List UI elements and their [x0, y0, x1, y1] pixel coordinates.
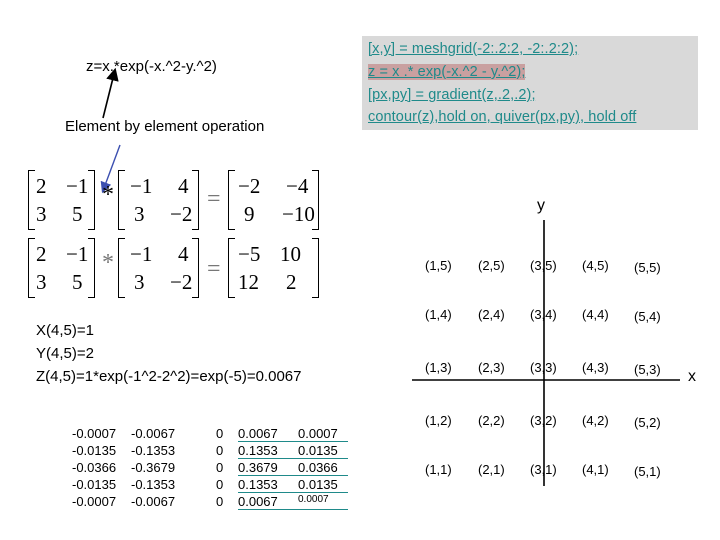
- grid-cell: (5,4): [634, 309, 661, 324]
- z-cell: -0.1353: [131, 443, 176, 458]
- grid-cell: (5,2): [634, 415, 661, 430]
- matrix-cell: 2: [286, 270, 297, 294]
- grid-cell: (4,3): [582, 360, 609, 375]
- grid-cell: (2,4): [478, 307, 505, 322]
- z-cell: -0.0007: [72, 494, 117, 509]
- grid-cell: (1,3): [425, 360, 452, 375]
- grid-cell: (5,3): [634, 362, 661, 377]
- bracket-left: [228, 170, 235, 230]
- bracket-right: [88, 170, 95, 230]
- z-cell: 0.0007: [298, 494, 329, 505]
- grid-cell: (4,1): [582, 462, 609, 477]
- grid-cell: (4,2): [582, 413, 609, 428]
- matrix-cell: −1: [66, 174, 89, 198]
- equals-sign: =: [207, 186, 221, 212]
- grid-cell: (3,3): [530, 360, 557, 375]
- matrix-cell: 12: [238, 270, 259, 294]
- matlab-code-box: [362, 36, 698, 130]
- grid-cell: (2,5): [478, 258, 505, 273]
- elementwise-star: *: [102, 182, 114, 208]
- z-cell: -0.0067: [131, 426, 176, 441]
- formula-label: z=x.*exp(-x.^2-y.^2): [86, 58, 217, 75]
- matrix-cell: −5: [238, 242, 261, 266]
- grid-cell: (5,5): [634, 260, 661, 275]
- grid-cell: (1,2): [425, 413, 452, 428]
- z-cell: 0: [216, 460, 224, 475]
- matrix-cell: 3: [36, 202, 47, 226]
- z-cell: 0.0366: [298, 460, 338, 475]
- z-cell: 0: [216, 443, 224, 458]
- z-cell: 0: [216, 477, 224, 492]
- z-row-underline: [238, 475, 348, 476]
- matrix-cell: −1: [130, 174, 153, 198]
- elementwise-star: *: [102, 250, 114, 276]
- example-z-line: Z(4,5)=1*exp(-1^2-2^2)=exp(-5)=0.0067: [36, 368, 302, 385]
- z-cell: 0.1353: [238, 477, 278, 492]
- z-row-underline: [238, 492, 348, 493]
- grid-cell: (4,4): [582, 307, 609, 322]
- bracket-left: [228, 238, 235, 298]
- grid-cell: (2,1): [478, 462, 505, 477]
- z-cell: -0.0007: [72, 426, 117, 441]
- z-cell: 0.0007: [298, 426, 338, 441]
- z-cell: 0.0067: [238, 494, 278, 509]
- grid-axis-y-label: y: [537, 197, 545, 214]
- matrix-cell: 10: [280, 242, 301, 266]
- grid-cell: (3,1): [530, 462, 557, 477]
- grid-cell: (3,5): [530, 258, 557, 273]
- bracket-right: [312, 170, 319, 230]
- matrix-cell: −1: [66, 242, 89, 266]
- bracket-left: [118, 170, 125, 230]
- grid-axis-x-label: x: [688, 368, 696, 385]
- z-cell: -0.0366: [72, 460, 117, 475]
- matrix-cell: 5: [72, 202, 83, 226]
- z-cell: 0.0135: [298, 443, 338, 458]
- z-cell: -0.0135: [72, 443, 117, 458]
- z-row-underline: [238, 509, 348, 510]
- bracket-right: [88, 238, 95, 298]
- grid-cell: (1,4): [425, 307, 452, 322]
- example-y-line: Y(4,5)=2: [36, 345, 94, 362]
- matrix-cell: −2: [170, 270, 193, 294]
- grid-cell: (5,1): [634, 464, 661, 479]
- matrix-cell: 2: [36, 174, 47, 198]
- z-cell: 0.0135: [298, 477, 338, 492]
- grid-cell: (1,5): [425, 258, 452, 273]
- matrix-cell: −2: [238, 174, 261, 198]
- matrix-cell: 4: [178, 242, 189, 266]
- bracket-right: [192, 170, 199, 230]
- grid-cell: (4,5): [582, 258, 609, 273]
- grid-cell: (1,1): [425, 462, 452, 477]
- bracket-left: [28, 238, 35, 298]
- matrix-cell: 3: [134, 202, 145, 226]
- z-row-underline: [238, 441, 348, 442]
- matrix-cell: −10: [282, 202, 315, 226]
- z-cell: -0.3679: [131, 460, 176, 475]
- bracket-left: [28, 170, 35, 230]
- matrix-cell: 5: [72, 270, 83, 294]
- bracket-right: [312, 238, 319, 298]
- matrix-cell: 9: [244, 202, 255, 226]
- z-cell: -0.1353: [131, 477, 176, 492]
- equals-sign: =: [207, 256, 221, 282]
- bracket-right: [192, 238, 199, 298]
- grid-cell: (3,2): [530, 413, 557, 428]
- matrix-cell: −2: [170, 202, 193, 226]
- code-line-4: contour(z),hold on, quiver(px,py), hold off: [368, 109, 637, 125]
- z-row-underline: [238, 458, 348, 459]
- example-x-line: X(4,5)=1: [36, 322, 94, 339]
- z-cell: 0.1353: [238, 443, 278, 458]
- matrix-cell: 3: [36, 270, 47, 294]
- code-line-3: [px,py] = gradient(z,.2,.2);: [368, 87, 536, 103]
- grid-cell: (2,2): [478, 413, 505, 428]
- z-cell: 0.3679: [238, 460, 278, 475]
- code-line-1: [x,y] = meshgrid(-2:.2:2, -2:.2:2);: [368, 41, 579, 57]
- z-cell: -0.0067: [131, 494, 176, 509]
- element-op-label: Element by element operation: [65, 118, 265, 135]
- z-cell: 0: [216, 426, 224, 441]
- matrix-cell: 2: [36, 242, 47, 266]
- matrix-cell: −1: [130, 242, 153, 266]
- matrix-cell: 3: [134, 270, 145, 294]
- grid-cell: (3,4): [530, 307, 557, 322]
- matrix-cell: −4: [286, 174, 309, 198]
- code-line-2: z = x .* exp(-x.^2 - y.^2);: [368, 64, 526, 80]
- bracket-left: [118, 238, 125, 298]
- matrix-cell: 4: [178, 174, 189, 198]
- arrow-to-formula: [103, 74, 114, 118]
- z-cell: -0.0135: [72, 477, 117, 492]
- z-cell: 0.0067: [238, 426, 278, 441]
- z-cell: 0: [216, 494, 224, 509]
- grid-cell: (2,3): [478, 360, 505, 375]
